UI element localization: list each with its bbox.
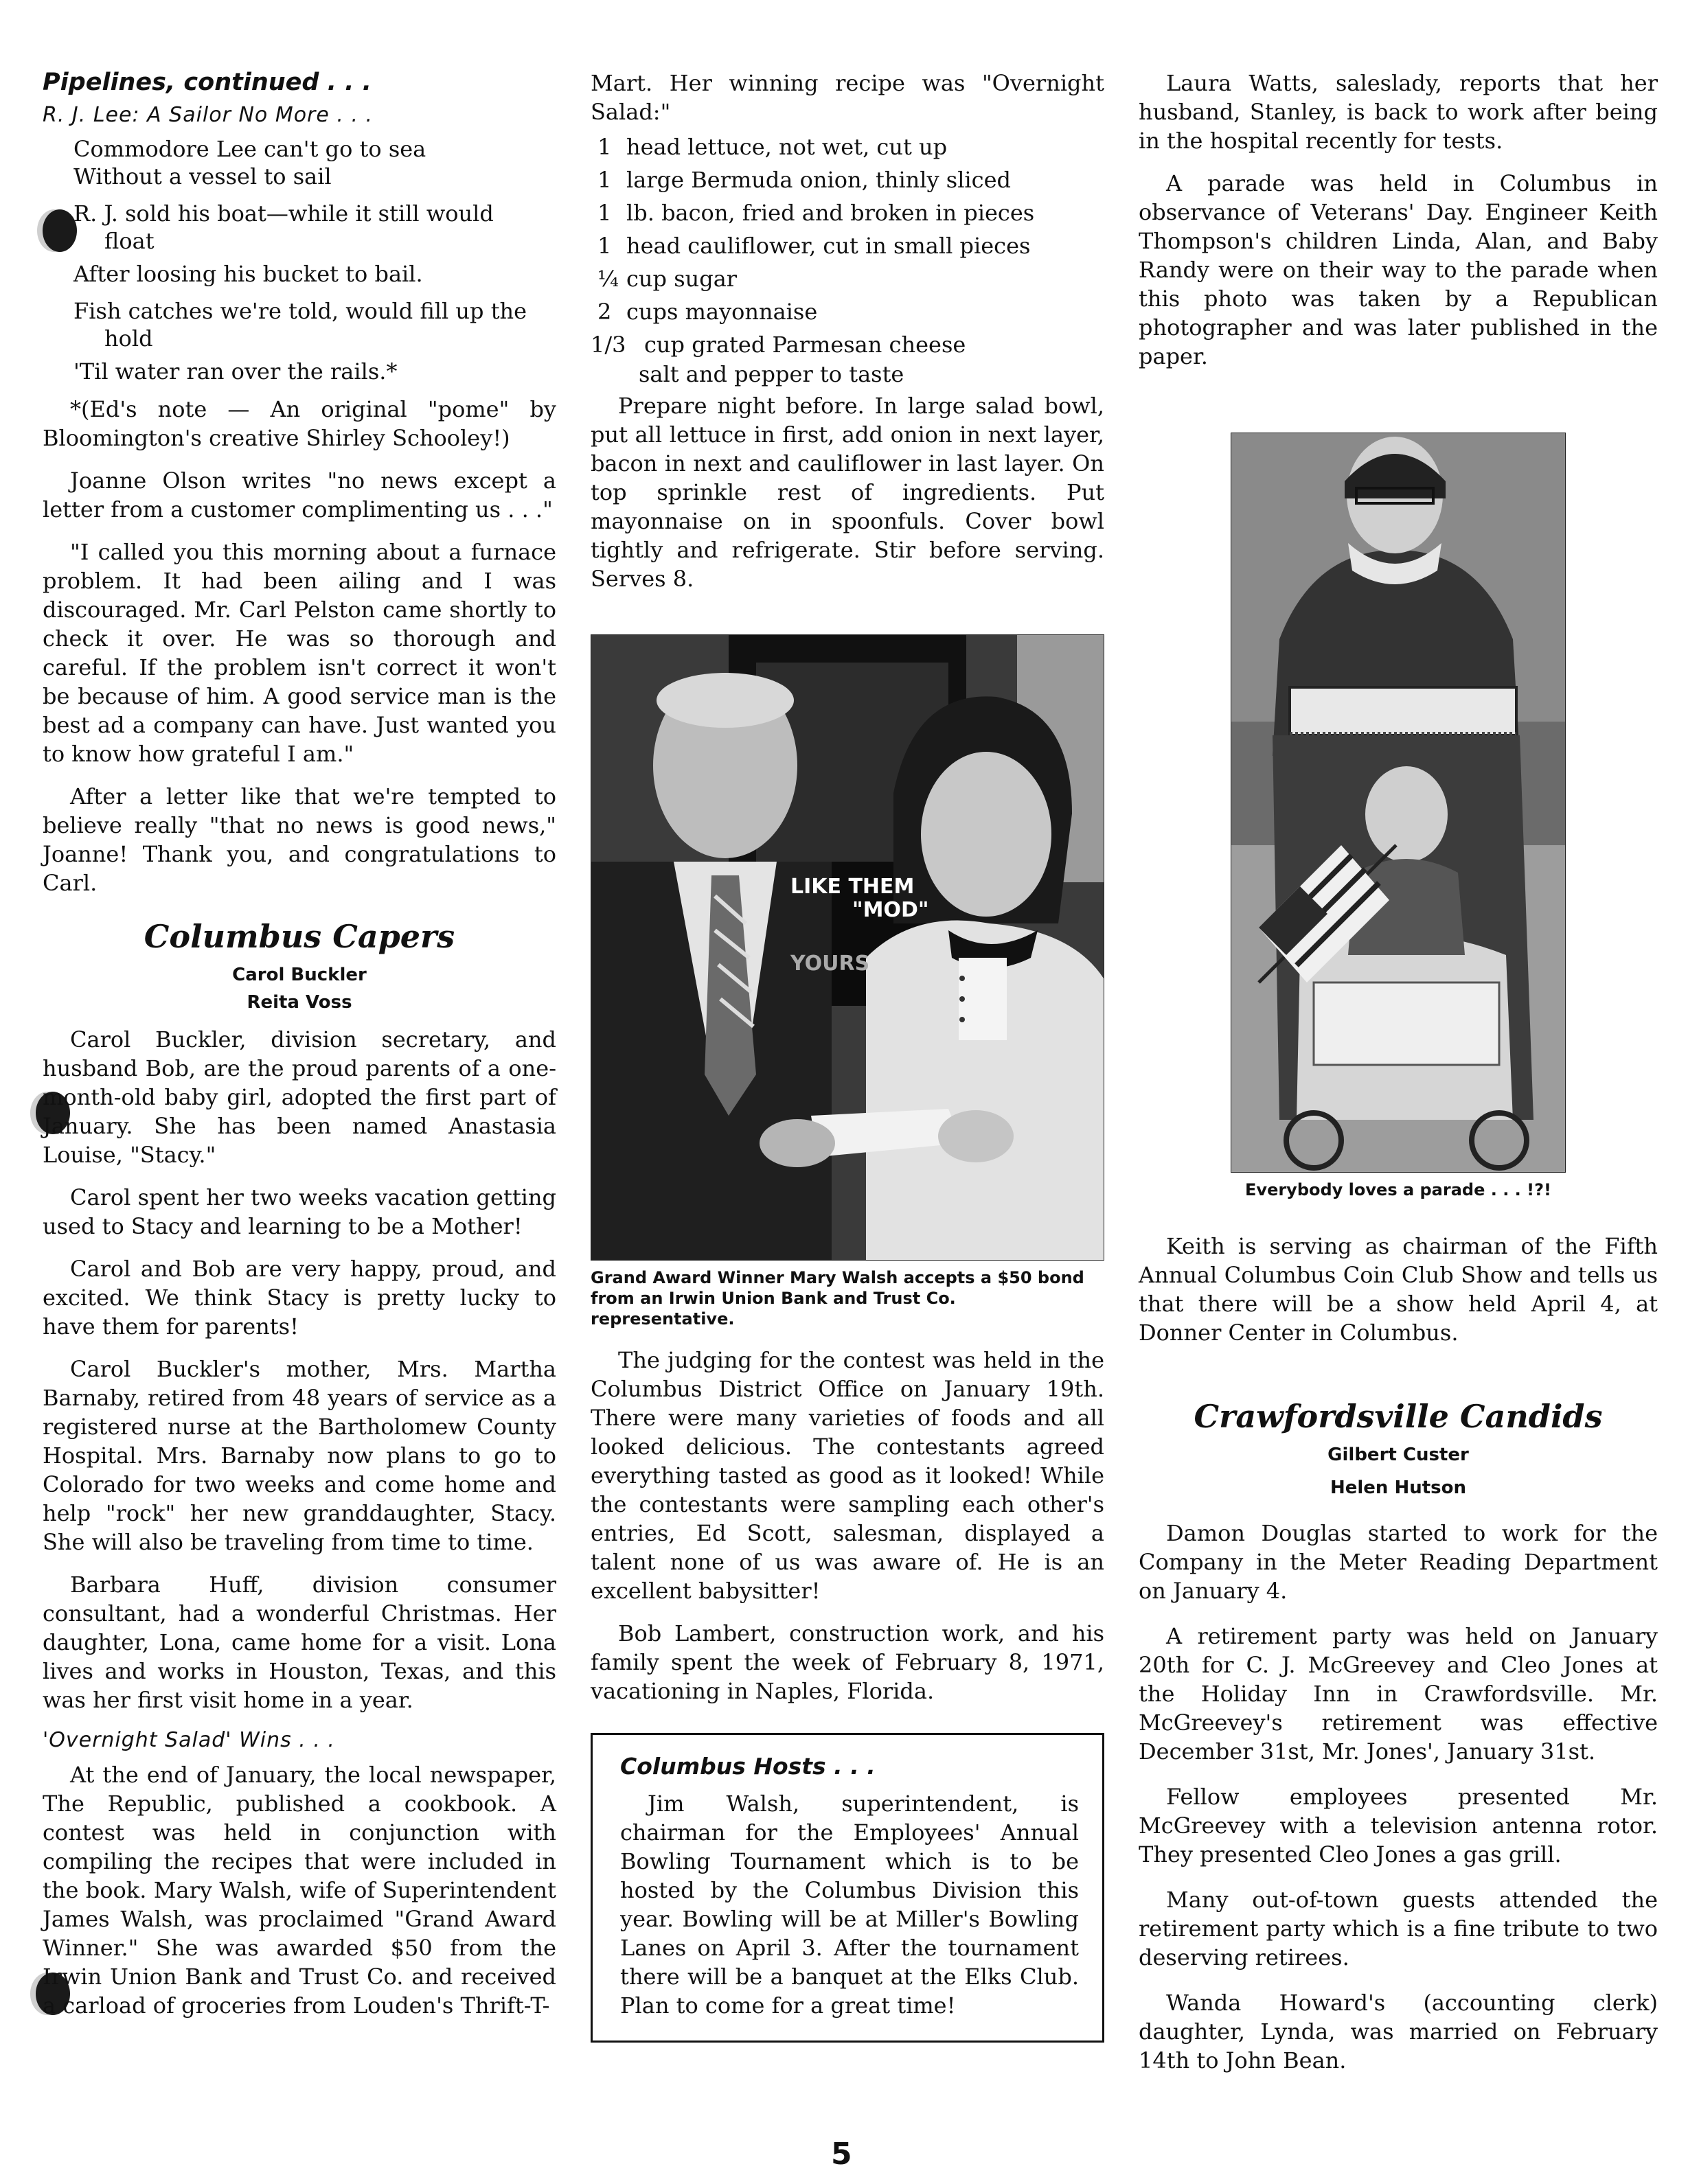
lee-subheading: R. J. Lee: A Sailor No More . . . — [43, 103, 374, 127]
ingredient — [597, 295, 1104, 328]
ingredient — [597, 196, 1104, 229]
column-middle — [591, 69, 1104, 2043]
byline: Helen Hutson — [1330, 1478, 1467, 1498]
paragraph: Laura Watts, saleslady, reports that her husband, Stanley, is back to work after being in the hospital recently for tests. — [1139, 70, 1658, 154]
columbus-capers-title: Columbus Capers — [144, 918, 455, 955]
columbus-hosts-heading: Columbus Hosts . . . — [620, 1753, 876, 1780]
pipelines-heading: Pipelines, continued . . . — [43, 69, 372, 96]
paragraph: Mart. Her winning recipe was "Overnight Salad:" — [591, 70, 1104, 125]
ingredient-qty: ¼ — [597, 266, 619, 292]
ingredient — [597, 229, 1104, 262]
paragraph: Carol and Bob are very happy, proud, and excited. We think Stacy is pretty lucky to have them for parents! — [43, 1256, 556, 1340]
ingredient-item: large Bermuda onion, thinly sliced — [626, 167, 1011, 193]
overnight-salad-subheading: 'Overnight Salad' Wins . . . — [43, 1728, 335, 1752]
paragraph: Carol Buckler, division secretary, and husband Bob, are the proud parents of a one-month-old baby girl, adopted the first part of January. She has been named Anastasia Louise, "Stacy." — [43, 1026, 556, 1168]
ingredient-qty: 1/3 — [591, 332, 626, 358]
poem-line: After loosing his bucket to bail. — [73, 261, 423, 287]
paragraph: Wanda Howard's (accounting clerk) daughter, Lynda, was married on February 14th to John Bean. — [1139, 1990, 1658, 2073]
ingredient — [597, 262, 1104, 295]
paragraph: A retirement party was held on January 20th for C. J. McGreevey and Cleo Jones at the Holiday Inn in Crawfordsville. Mr. McGreevey's retirement was effective December 31st, Mr. Jones', January 31st. — [1139, 1623, 1658, 1765]
poem-line: R. J. sold his boat—while it still would — [73, 200, 494, 227]
paragraph: A parade was held in Columbus in observance of Veterans' Day. Engineer Keith Thompson's children Linda, Alan, and Baby Randy were on their way to the parade when this photo was taken by a Republican photographer and was later published in the paper. — [1139, 170, 1658, 369]
ingredient-qty: 1 — [597, 200, 612, 226]
paragraph: Fellow employees presented Mr. McGreevey with a television antenna rotor. They presented Cleo Jones a gas grill. — [1139, 1784, 1658, 1867]
photo-sign — [784, 875, 969, 976]
paragraph: Many out-of-town guests attended the retirement party which is a fine tribute to two deserving retirees. — [1139, 1887, 1658, 1970]
column-left — [43, 69, 556, 2034]
ingredient-qty: 1 — [597, 233, 612, 259]
paragraph: Carol spent her two weeks vacation getting used to Stacy and learning to be a Mother! — [43, 1184, 556, 1239]
sign-line: "MOD" — [852, 898, 929, 922]
ingredient-item: lb. bacon, fried and broken in pieces — [626, 200, 1035, 226]
photo-award-winner — [591, 634, 1104, 1261]
ingredient: salt and pepper to taste — [639, 361, 904, 387]
ingredient-item: head cauliflower, cut in small pieces — [626, 233, 1031, 259]
photo-caption: Everybody loves a parade . . . !?! — [1245, 1180, 1551, 1199]
poem-line: Fish catches we're told, would fill up the — [73, 298, 527, 324]
paragraph: Prepare night before. In large salad bowl, put all lettuce in first, add onion in next layer, bacon in next and cauliflower in last layer. On top sprinkle rest of ingredients. Put mayonnaise on in spoonfuls. Cover bowl tightly and refrigerate. Stir before serving. Serves 8. — [591, 393, 1104, 592]
page-number: 5 — [831, 2137, 852, 2172]
paragraph: Barbara Huff, division consumer consultant, had a wonderful Christmas. Her daughter, Lona, came home for a visit. Lona lives and works in Houston, Texas, and this was her first visit home in a year. — [43, 1572, 556, 1713]
poem-line: 'Til water ran over the rails.* — [73, 358, 398, 384]
byline: Carol Buckler — [232, 965, 367, 985]
ingredient-qty: 2 — [597, 299, 612, 325]
crawfordsville-candids-title: Crawfordsville Candids — [1194, 1398, 1603, 1435]
recipe-ingredients — [591, 130, 1104, 387]
ingredient-qty: 1 — [597, 167, 612, 193]
ingredient-item: head lettuce, not wet, cut up — [626, 134, 948, 160]
photo-illustration — [1231, 433, 1565, 1172]
lee-poem — [43, 135, 556, 385]
paragraph: Keith is serving as chairman of the Fifth Annual Columbus Coin Club Show and tells us that there will be a show held April 4, at Donner Center in Columbus. — [1139, 1233, 1658, 1346]
ingredient-item: cup sugar — [626, 266, 738, 292]
poem-line: float — [104, 228, 155, 254]
paragraph: At the end of January, the local newspaper, The Republic, published a cookbook. A contest was held in conjunction with compiling the recipes that were included in the book. Mary Walsh, wife of Superintendent James Walsh, was proclaimed "Grand Award Winner." She was awarded $50 from the Irwin Union Bank and Trust Co. and received a carload of groceries from Louden's Thrift-T- — [43, 1762, 556, 2019]
sign-line: YOURS — [790, 952, 870, 976]
paragraph: *(Ed's note — An original "pome" by Bloomington's creative Shirley Schooley!) — [43, 396, 556, 451]
paragraph: Bob Lambert, construction work, and his family spent the week of February 8, 1971, vacationing in Naples, Florida. — [591, 1620, 1104, 1704]
ingredient-qty: 1 — [597, 134, 612, 160]
sign-line: LIKE THEM — [790, 875, 915, 899]
paragraph: "I called you this morning about a furnace problem. It had been ailing and I was discouraged. Mr. Carl Pelston came shortly to check it over. He was so thorough and careful. If the problem isn't correct it won't be because of him. A good service man is the best ad a company can have. Just wanted you to know how grateful I am." — [43, 539, 556, 767]
ingredient — [597, 130, 1104, 163]
paragraph: Joanne Olson writes "no news except a letter from a customer complimenting us . . ." — [43, 468, 556, 522]
photo-caption: Grand Award Winner Mary Walsh accepts a $50 bond from an Irwin Union Bank and Trust Co. representative. — [591, 1268, 1084, 1329]
ingredient-item: cup grated Parmesan cheese — [644, 332, 966, 358]
photo-parade — [1231, 433, 1566, 1173]
columbus-hosts-box — [591, 1733, 1104, 2043]
poem-line: Without a vessel to sail — [73, 163, 332, 189]
ingredient-item: cups mayonnaise — [626, 299, 818, 325]
byline: Reita Voss — [247, 992, 352, 1013]
ingredient — [591, 328, 1104, 361]
paragraph: After a letter like that we're tempted to believe really "that no news is good news," Joanne! Thank you, and congratulations to Carl. — [43, 783, 556, 896]
paragraph: Carol Buckler's mother, Mrs. Martha Barnaby, retired from 48 years of service as a registered nurse at the Bartholomew County Hospital. Mrs. Barnaby now plans to go to Colorado for two weeks and come home and help "rock" her new granddaughter, Stacy. She will also be traveling from time to time. — [43, 1356, 556, 1555]
paragraph: The judging for the contest was held in the Columbus District Office on January 19th. There were many varieties of foods and all looked delicious. The contestants agreed everything tasted as good as it looked! While the contestants were sampling each other's entries, Ed Scott, salesman, displayed a talent none of us was aware of. He is an excellent babysitter! — [591, 1347, 1104, 1604]
poem-line: hold — [104, 325, 153, 352]
byline: Gilbert Custer — [1327, 1445, 1469, 1465]
column-right — [1139, 69, 1658, 2089]
paragraph: Jim Walsh, superintendent, is chairman for the Employees' Annual Bowling Tournament which is to be hosted by the Columbus Division this year. Bowling will be at Miller's Bowling Lanes on April 3. After the tournament there will be a banquet at the Elks Club. Plan to come for a great time! — [620, 1791, 1079, 2019]
poem-line: Commodore Lee can't go to sea — [73, 136, 426, 162]
paragraph: Damon Douglas started to work for the Company in the Meter Reading Department on January 4. — [1139, 1520, 1658, 1604]
ingredient — [597, 163, 1104, 196]
